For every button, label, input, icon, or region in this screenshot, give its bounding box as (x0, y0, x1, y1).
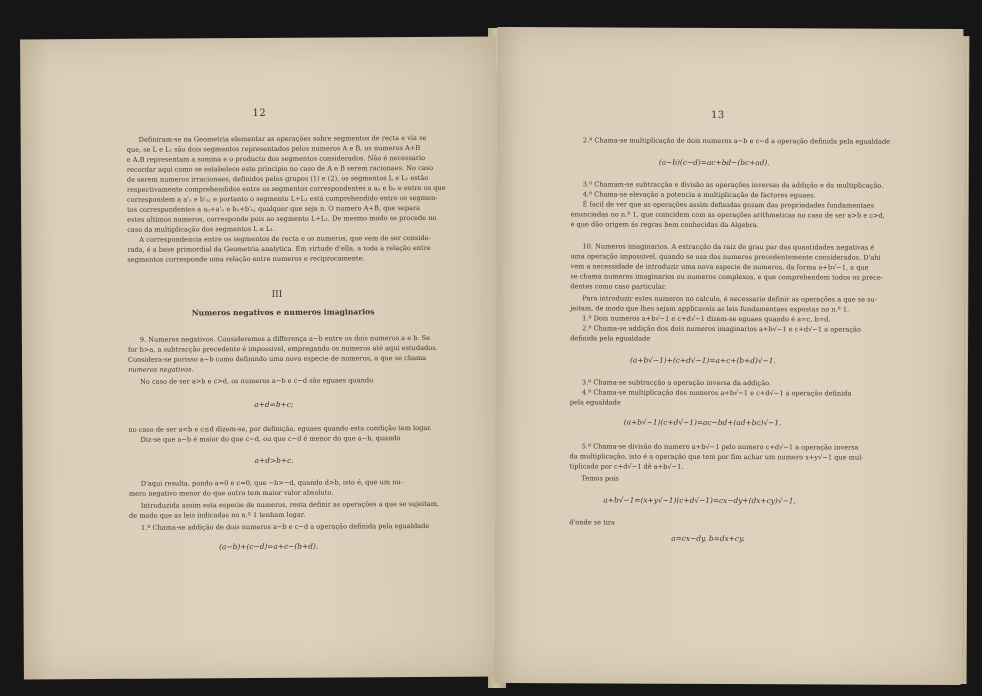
text-line: e que dão origem ás regras bem conhecidas da Algebra. (570, 220, 759, 230)
text-line: tos correspondentes a aₙ+a'ₙ e bₙ+b'ₙ, qualquer que seja n. O numero A+B, que separa (127, 204, 421, 214)
text-line: 2.º Chama-se addição dos dois numeros imaginarios a+b√−1 e c+d√−1 a operação (582, 324, 861, 334)
equation: (a−b)+(c−d)=a+c−(b+d). (219, 541, 319, 552)
text-line: Temos pois (581, 474, 619, 483)
text-line: enunciadas no n.º 1, que coincidem com as operações arithmeticas no caso de ser a>b e c>d, (570, 210, 885, 220)
text-line: Considera-se porisso a−b como definindo uma nova especie de numeros, a que se chama (127, 353, 427, 364)
text-line: vem a necessidade de introduzir uma nova especie de numeros, da forma a+b√−1, a que (570, 262, 869, 272)
text-line: No caso de ser a>b e c>d, os numeros a−b e c−d são eguaes quando (140, 376, 374, 386)
text-line: 2.º Chama-se multiplicação de dois numeros a−b e c−d a operação definida pela egualdade (582, 136, 891, 146)
text-line: for b>a, a subtracção precedente é impossivel, empregando os numeros até aqui estudados. (127, 343, 438, 354)
equation: (a−b)(c−d)=ac+bd−(bc+ad). (658, 157, 770, 168)
text-line: 4.º Chama-se elevação a potencia a multiplicação de factores eguaes. (582, 190, 816, 200)
text-line: recordar aqui como se estabelece este principio no caso de A e B serem racionaes. No caso (126, 163, 434, 174)
equation: a+b√−1=(x+y√−1)(c+d√−1)=cx−dy+(dx+cy)√−1, (603, 495, 796, 506)
equation: a+d=b+c; (254, 399, 294, 410)
text-line: 1.º Dois numeros a+b√−1 e c+d√−1 dizem-se eguaes quando é a=c, b=d. (582, 314, 831, 324)
equation: a+d>b+c. (254, 455, 294, 466)
text-line: segmentos corresponde uma relação entre numeros e reciprocamente. (127, 254, 365, 264)
text-line: tiplicado por c+d√−1 dê a+b√−1. (569, 462, 684, 471)
text-line: 10. Numeros imaginarios. A extracção da raiz de grau par das quantidades negativas é (582, 242, 875, 252)
right-page (495, 27, 964, 685)
text-line: É facil de ver que as operações assim definidas gozam das propriedades fundamentaes (582, 200, 875, 210)
text-line: rada, é a base primordial da Geometria analytica. Em virtude d'ella, a toda a relação entre (127, 243, 431, 254)
page-number: 12 (252, 107, 267, 120)
text-line: 5.º Chama-se divisão do numero a+b√−1 pelo numero c+d√−1 a operação inversa (581, 442, 859, 452)
text-line: D'aqui resulta, pondo a=0 e c=0, que −b>−d, quando d>b, isto é, que um nu- (140, 478, 403, 488)
equation: (a+b√−1)+(c+d√−1)=a+c+(b+d)√−1. (629, 355, 776, 366)
text-line: uma operação impossivel, quando se usa dos numeros precedentemente considerados. D'ahi (570, 252, 881, 262)
text-line: de serem numeros irracionaes, definidos pelos grupos (1) e (2), os segmentos L e L₁ estão (126, 173, 429, 184)
text-line: pela egualdade (569, 398, 621, 407)
text-line: dentes como caso particular. (570, 282, 667, 291)
text-line: da multiplicação, isto é a operação que tem por fim achar um numero x+y√−1 que mul- (569, 452, 864, 462)
text-line: 1.º Chama-se addição de dois numeros a−b e c−d a operação definida pela egualdade (141, 521, 430, 532)
text-line: Diz-se que a−b é maior do que c−d, ou que c−d é menor do que a−b, quando (140, 434, 401, 444)
text-line: jeitam, de modo que lhes sejam applicaveis as leis fundamentaes expostas no n.º 1. (570, 304, 850, 314)
text-line: 4.º Chama-se multiplicação dos numeros a+b√−1 e c+d√−1 a operação definida (581, 388, 852, 398)
text-line: e A.B representam a somma e o producto dos segmentos considerados. Não é necessario (126, 153, 426, 164)
left-page (20, 37, 500, 680)
text-line: 3.º Chamam-se subtracção e divisão as operações inversas da addição e da multiplicação. (582, 180, 884, 190)
text-line: Introduzida assim esta especie de numeros, resta definir as operações a que se sujeitam, (140, 499, 440, 510)
text-line: correspondem a a'ₙ e b'ₙ; e portanto o segmento L+L₁ está comprehendido entre os segmen- (127, 193, 438, 204)
equation: (a+b√−1)(c+d√−1)=ac−bd+(ad+bc)√−1. (623, 417, 782, 428)
text-line: definida pela egualdade (570, 334, 651, 343)
text-line: numeros negativos. (128, 365, 194, 374)
equation: a=cx−dy, b=dx+cy. (671, 533, 745, 544)
text-line: A correspondencia entre os segmentos de recta e os numeros, que vem de ser conside- (139, 233, 431, 244)
text-line: de modo que as leis indicadas no n.º 1 tenham logar. (128, 510, 306, 520)
text-line: mero negativo menor do que outro tem maior valor absoluto. (128, 488, 334, 498)
section-numeral: III (271, 289, 283, 300)
text-line: no caso de ser a<b e c≤d dizem-se, por definição, eguaes quando esta condição tem logar. (128, 423, 432, 434)
text-line: 9. Numeros negativos. Consideremos a differença a−b entre os dois numeros a e b. Se (139, 333, 431, 344)
page-number: 13 (711, 109, 725, 121)
text-line: respectivamente comprehendidos entre os segmentos correspondentes a aₙ e bₙ e entre os que (126, 183, 446, 194)
text-line: d'onde se tira (569, 518, 615, 527)
text-line: se chama numeros imaginarios ou numeros complexos, e que comprehendem todos os prece- (570, 272, 883, 282)
text-line: que, se L e L₁ são dois segmentos representados pelos numeros A e B, os numeros A+B (126, 144, 421, 154)
text-line: Definiram-se na Geometria elementar as operações sobre segmentos de recta e via se (138, 133, 427, 144)
text-line: 3.º Chama-se subtracção a operação inversa da addição. (581, 378, 772, 388)
text-line: caso da multiplicação dos segmentos L e L₁. (127, 224, 275, 234)
text-line: Para introduzir estes numeros no calculo, é necessario definir as operações a que se su- (582, 294, 878, 304)
section-title: Numeros negativos e numeros imaginarios (191, 307, 375, 318)
text-line: estes ultimos numeros, corresponde pois ao segmento L+L₁. De mesmo modo se procede no (127, 213, 437, 224)
